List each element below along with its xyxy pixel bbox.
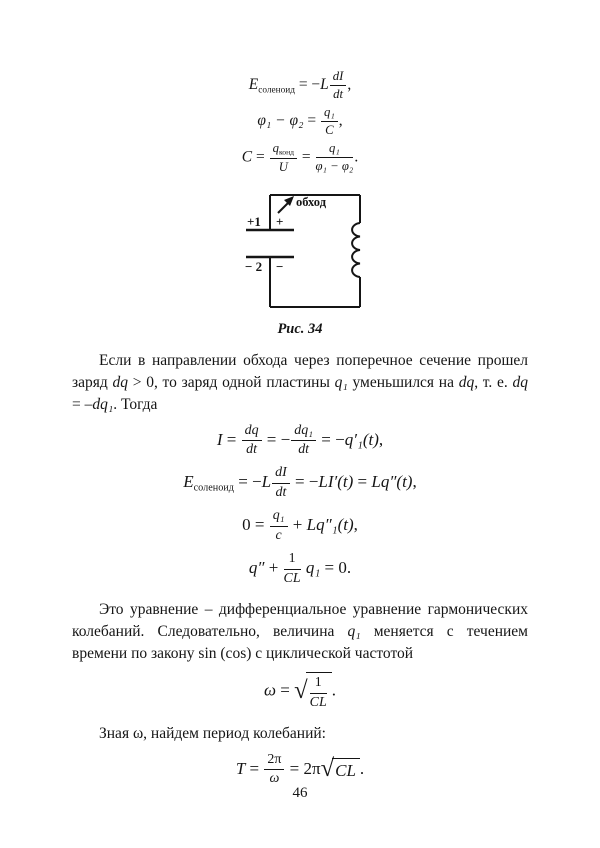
sub-solenoid: соленоид	[258, 85, 295, 96]
equation-emf-expanded	[72, 465, 528, 501]
text-run: меняется с течением времени по закону sin (cos) с циклической частотой	[72, 623, 528, 663]
square-root: √CL	[321, 756, 360, 784]
punctuation: ,	[338, 112, 343, 130]
text-run: . Тогда	[113, 395, 158, 413]
punctuation: ,	[353, 515, 358, 535]
var-q1: q₁	[301, 558, 321, 578]
fraction-qkond-U: $\frac{q_{конд}}{U}$	[270, 141, 297, 175]
radical-sign: √	[320, 754, 335, 782]
var-L: L	[320, 76, 329, 94]
fraction-dI-dt: $\frac{dI}{dt}$	[272, 465, 290, 501]
math-run: dq	[458, 373, 475, 391]
rhs-zero: = 0.	[320, 558, 352, 578]
fraction-dq1-dt: $\frac{\text{dq₁}}{dt}$	[291, 423, 316, 459]
lhs-zero: 0 =	[242, 515, 269, 535]
var-T: T	[235, 758, 246, 778]
text-run: , т. е.	[474, 373, 513, 391]
plate-bottom-left-label: − 2	[245, 258, 263, 274]
text-run: Это уравнение – дифференциальное уравнение гармонических колебаний. Следовательно, величина	[72, 601, 528, 641]
text-run: уменьшился на	[347, 373, 459, 391]
operator: =	[276, 680, 295, 700]
paragraph-period	[72, 723, 528, 745]
square-root	[294, 672, 332, 711]
var-I: I	[216, 429, 223, 449]
traversal-arrow-label: обход	[296, 194, 327, 209]
operator: = −	[317, 429, 345, 449]
radical-sign: √	[294, 676, 308, 704]
text-run: Зная ω, найдем период колебаний:	[99, 724, 326, 742]
fraction-q1-phi: $\frac{\text{q₁}}{\text{φ₁ − φ₂}}$	[315, 141, 354, 174]
operator: =	[252, 148, 269, 166]
paragraph-harmonic-oscillation	[72, 599, 528, 665]
var-L: L	[261, 472, 272, 492]
var-qpp: q″	[248, 558, 265, 578]
math-run: Lq″₁(t)	[306, 515, 354, 535]
operator: =	[303, 112, 320, 130]
text-run: Если в направлении обхода через поперечное сечение прошел заряд	[72, 351, 528, 391]
math-run: dq	[512, 373, 528, 391]
punctuation: .	[331, 680, 336, 700]
page-number: 46	[292, 785, 308, 801]
inductor-coil	[352, 223, 360, 277]
punctuation: ,	[347, 76, 352, 94]
figure-caption: Рис. 34	[277, 320, 323, 337]
var-omega: ω	[264, 680, 277, 700]
punctuation: .	[354, 148, 359, 166]
equation-harmonic	[72, 551, 528, 587]
operator: =	[353, 472, 372, 492]
var-C: C	[241, 148, 253, 166]
plate-bottom-right-label: −	[276, 258, 284, 274]
equation-capacitance	[72, 141, 528, 175]
circuit-container	[215, 185, 385, 317]
punctuation: ,	[378, 429, 384, 449]
fraction-1-CL: $\frac{1}{CL}$	[309, 675, 327, 710]
fraction-q1-c: $\frac{\text{q₁}}{c}$	[270, 508, 288, 544]
var-E: E	[248, 76, 259, 94]
equation-omega	[72, 672, 528, 711]
operator: = −	[290, 472, 319, 492]
phi-terms: φ₁ − φ₂	[257, 112, 304, 130]
paragraph-charge-direction	[72, 350, 528, 416]
equation-period	[72, 752, 528, 788]
operator: =	[222, 429, 241, 449]
operator: = −	[294, 76, 321, 94]
math-run: q₁	[347, 623, 361, 641]
equation-emf-solenoid	[72, 69, 528, 102]
operator: = −	[233, 472, 262, 492]
math-run: Lq″(t)	[371, 472, 413, 492]
math-run: q₁	[334, 373, 348, 391]
fraction-dq-dt: $\frac{dq}{dt}$	[242, 423, 262, 459]
plate-top-left-label: +1	[247, 213, 261, 229]
plate-top-right-label: +	[276, 213, 284, 229]
operator: = −	[262, 429, 291, 449]
equation-current	[72, 423, 528, 459]
math-run: dq	[112, 373, 128, 391]
text-run: = –	[72, 395, 93, 413]
fraction-1-CL: $\frac{1}{CL}$	[283, 551, 301, 586]
sub-solenoid: соленоид	[193, 482, 234, 494]
equation-potential-difference	[72, 105, 528, 138]
fraction-2pi-omega: $\frac{2\pi}{\omega}$	[264, 752, 284, 788]
math-run: q′₁(t)	[344, 429, 379, 449]
figure-circuit	[72, 185, 528, 338]
circuit-diagram	[215, 185, 385, 317]
operator: +	[288, 515, 307, 535]
operator: = 2π	[285, 758, 321, 778]
math-run: dq₁	[92, 395, 114, 413]
text-run: > 0, то заряд одной пластины	[128, 373, 335, 391]
operator: =	[245, 758, 264, 778]
sub-kond: конд	[278, 147, 295, 157]
var-E: E	[183, 472, 194, 492]
punctuation: .	[359, 758, 365, 778]
fraction-q1-C: $\frac{\text{q₁}}{C}$	[321, 105, 338, 138]
punctuation: ,	[412, 472, 417, 492]
equation-loop-rule	[72, 508, 528, 544]
math-run: LI′(t)	[318, 472, 354, 492]
operator: +	[264, 558, 283, 578]
fraction-dI-dt: $\frac{dI}{dt}$	[330, 69, 347, 102]
operator: =	[298, 148, 315, 166]
